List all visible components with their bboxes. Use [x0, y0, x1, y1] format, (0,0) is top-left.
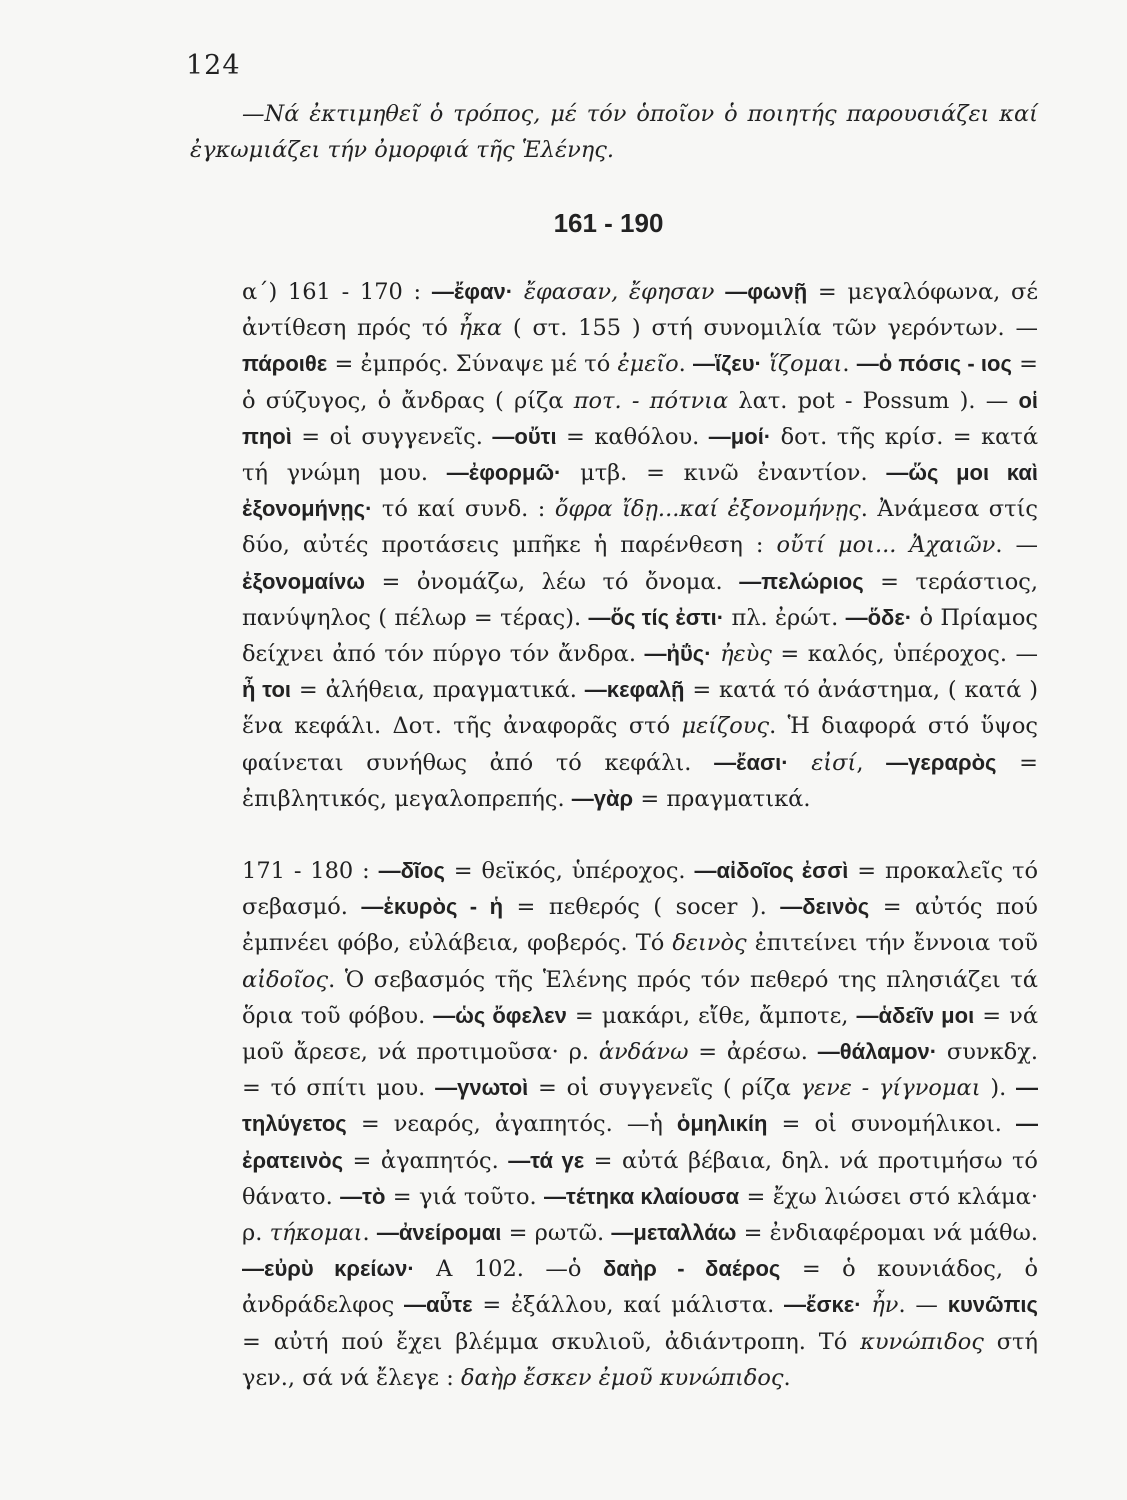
text-run: = ρωτῶ. [501, 1220, 612, 1247]
text-run: = ἐμπρός. Σύναψε μέ τό [327, 351, 618, 378]
lemma: —ἀνείρομαι [376, 1220, 502, 1246]
lemma: —γνωτοὶ [435, 1075, 529, 1101]
lemma: —ὅς τίς ἐστι· [588, 604, 725, 630]
lemma: —ἐρατεινὸς [242, 1111, 1039, 1173]
text-run: = κατά τό ἀνάστημα, ( κατά ) ἕνα κεφάλι. Δοτ. τῆς ἀναφορᾶς στό [242, 677, 1039, 740]
lemma: —γεραρὸς [886, 749, 997, 775]
italic-text: μείζους [681, 713, 770, 740]
text-run: = μακάρι, εἴθε, ἄμποτε, [566, 1002, 857, 1029]
text-run: Α 102. —ὁ [414, 1256, 603, 1283]
text-run: = καθόλου. [556, 423, 709, 450]
text-run [714, 279, 725, 305]
italic-text: οὔτί μοι... Ἀχαιῶν [776, 532, 996, 559]
text-run: = ἐνδιαφέρομαι νά μάθω. [736, 1220, 1038, 1247]
text-run: = πεθερός ( socer ). [503, 894, 781, 921]
text-run: λατ. pot - Possum ). — [728, 387, 1019, 414]
text-run: = τεράστιος, πανύψηλος ( πέλωρ = τέρας). [242, 568, 1038, 631]
page-number: 124 [186, 50, 241, 81]
text-run: ( στ. 155 ) στή συνομιλία τῶν γερόντων. — [502, 315, 1038, 342]
lemma: ἐξονομαίνω [242, 568, 365, 594]
lemma: —ὡς ὄφελεν [433, 1002, 567, 1028]
lemma: —ὁ πόσις - ιος [856, 351, 1012, 377]
text-run: . — [898, 1292, 948, 1319]
section-heading: 161 - 190 [553, 208, 664, 238]
text-run: . [678, 351, 694, 378]
text-run: = ἐπιβλητικός, μεγαλοπρεπής. [242, 749, 1038, 812]
italic-text: γενε - γίγνομαι [800, 1075, 981, 1102]
text-run: = ὁ σύζυγος, ὁ ἄνδρας ( ρίζα [242, 351, 1039, 414]
italic-text: τήκομαι [269, 1220, 363, 1247]
text-run [789, 750, 812, 776]
intro-text: —Νά ἐκτιμηθεῖ ὁ τρόπος, μέ τόν ὁποῖον ὁ ποιητής παρουσιάζει καί ἐγκωμιάζει τήν ὀμορφιά τῆς Ἑλένης. [190, 101, 1038, 163]
text-run: μτβ. = κινῶ ἐναντίον. [561, 460, 887, 487]
lemma: —ἔασι· [714, 749, 789, 775]
text-run: = θεϊκός, ὑπέροχος. [444, 858, 695, 885]
lemma: —ἐφορμῶ· [446, 460, 562, 486]
text-run: πλ. ἐρώτ. [724, 604, 846, 631]
italic-text: ἦν [871, 1292, 899, 1319]
lemma: —αὖτε [403, 1292, 473, 1318]
italic-text: ἵζομαι [769, 351, 843, 378]
text-run: = μεγαλόφωνα, σέ ἀντίθεση πρός τό [242, 279, 1039, 342]
text-run: = ὁ κουνιάδος, ὁ ἀνδράδελφος [242, 1256, 1038, 1319]
lemma: —ἑκυρὸς - ἡ [361, 894, 504, 920]
text-run: = προκαλεῖς τό σεβασμό. [242, 858, 1038, 921]
text-run: δοτ. τῆς κρίσ. = κατά τή γνώμη μου. [242, 423, 1039, 487]
lemma: οἱ πηοὶ [242, 387, 1038, 449]
commentary-body [190, 274, 1038, 1396]
intro-question [190, 96, 1038, 168]
lemma: —οὔτι [492, 423, 557, 449]
text-run [712, 641, 721, 667]
text-run: = καλός, ὑπέροχος. — [771, 641, 1039, 668]
lemma: —φωνῇ [725, 279, 808, 304]
italic-text: ἦκα [458, 315, 503, 342]
text-run: = οἱ συνομήλικοι. [767, 1111, 1017, 1138]
lemma: —ἔφαν· [431, 279, 514, 304]
text-run: . Ἡ διαφορά στό ὕψος φαίνεται συνήθως ἀπό τό κεφάλι. [242, 713, 1038, 776]
lemma: ὁμηλικίη [676, 1111, 768, 1137]
text-run [862, 1292, 872, 1318]
lemma: —τὸ [340, 1183, 386, 1209]
lemma: —αἰδοῖος ἐσσὶ [694, 858, 849, 884]
lemma: πάροιθε [242, 351, 328, 377]
text-run: ὁ Πρίαμος δείχνει ἀπό τόν πύργο τόν ἄνδρα. [242, 604, 1038, 668]
text-run: . Ἀνάμεσα στίς δύο, αὐτές προτάσεις μπῆκε ἡ παρένθεση : [242, 496, 1039, 559]
text-run: συνκδχ. = τό σπίτι μου. [242, 1039, 1039, 1102]
text-run [513, 279, 524, 305]
lemma: —τηλύγετος [242, 1075, 1038, 1137]
text-run: , [856, 749, 887, 776]
italic-text: εἰσί [811, 749, 857, 776]
text-run: = οἱ συγγενεῖς ( ρίζα [528, 1075, 801, 1102]
text-run: 171 - 180 : [242, 858, 379, 885]
text-run: = ἀγαπητός. [343, 1147, 509, 1174]
lemma: —πελώριος [739, 568, 864, 594]
italic-text: δεινὸς [672, 930, 747, 957]
italic-text: ὄφρα ἴδῃ...καί ἐξονομήνῃς [554, 496, 861, 523]
text-run: = αὐτή πού ἔχει βλέμμα σκυλιοῦ, ἀδιάντροπη. Τό [242, 1328, 861, 1355]
lemma: —ὥς μοι καὶ ἐξονομήνῃς· [242, 460, 1038, 522]
text-run: = γιά τοῦτο. [385, 1183, 545, 1210]
italic-text: ἁνδάνω [598, 1039, 689, 1066]
italic-text: ποτ. - πότνια [573, 387, 729, 414]
lemma: —μεταλλάω [611, 1220, 737, 1246]
text-run: ἐπιτείνει τήν ἔννοια τοῦ [746, 930, 1038, 957]
lemma: ἦ τοι [242, 677, 292, 703]
text-run: τό καί συνδ. : [372, 496, 555, 523]
italic-text: ἠεὺς [720, 641, 772, 668]
lemma: κυνῶπις [947, 1292, 1038, 1318]
lemma: —τέτηκα κλαίουσα [544, 1183, 740, 1209]
text-run: = ὀνομάζω, λέω τό ὄνομα. [365, 568, 740, 595]
lemma: —μοί· [708, 423, 772, 449]
text-run: = αὐτά βέβαια, δηλ. νά προτιμήσω τό θάνατο. [242, 1147, 1038, 1210]
text-run: . Ὁ σεβασμός τῆς Ἑλένης πρός τόν πεθερό της πλησιάζει τά ὅρια τοῦ φόβου. [242, 966, 1038, 1029]
text-run: . — [995, 532, 1039, 559]
paragraph-161-170 [190, 274, 1038, 817]
italic-text: ἐμεῖο [617, 351, 679, 378]
text-run: = ἀρέσω. [688, 1039, 818, 1066]
text-run: ). [980, 1075, 1016, 1102]
text-run: στή γεν., σά νά ἔλεγε : [242, 1328, 1038, 1391]
text-run: . [362, 1220, 377, 1247]
text-run: . [783, 1364, 791, 1391]
lemma: —δῖος [378, 858, 445, 884]
lemma: δαὴρ - δαέρος [602, 1256, 781, 1282]
lemma: —δεινὸς [780, 894, 870, 920]
italic-text: δαὴρ ἔσκεν ἐμοῦ κυνώπιδος [460, 1364, 784, 1391]
italic-text: κυνώπιδος [860, 1328, 984, 1355]
text-run: = ἔχω λιώσει στό κλάμα· ρ. [242, 1183, 1038, 1247]
text-run: = ἀλήθεια, πραγματικά. [291, 677, 585, 704]
text-run: = αὐτός πού ἐμπνέει φόβο, εὐλάβεια, φοβερός. Τό [242, 894, 1038, 957]
italic-text: ἔφασαν, ἔφησαν [523, 279, 715, 305]
lemma: —ἔσκε· [784, 1292, 862, 1318]
lemma: —ὅδε· [845, 604, 913, 630]
text-run: = οἱ συγγενεῖς. [291, 423, 493, 450]
lemma: —τά γε [508, 1147, 585, 1173]
text-run: α΄) 161 - 170 : [242, 279, 432, 305]
lemma: —ἠΰς· [644, 641, 712, 667]
italic-text: αἰδοῖος [242, 966, 329, 993]
lemma: —εὐρὺ κρείων· [242, 1256, 415, 1282]
text-run: = πραγματικά. [633, 785, 811, 812]
lemma: —ἁδεῖν μοι [856, 1002, 975, 1028]
paragraph-171-180 [190, 853, 1038, 1396]
text-run: = νεαρός, ἀγαπητός. —ἡ [346, 1111, 677, 1138]
lemma: —θάλαμον· [817, 1039, 938, 1065]
text-run: . [842, 351, 857, 378]
lemma: —κεφαλῇ [584, 677, 685, 703]
lemma: —γὰρ [571, 785, 634, 811]
text-run: = ἐξάλλου, καί μάλιστα. [472, 1292, 784, 1319]
lemma: —ἵζευ· [693, 351, 762, 377]
text-run: = νά μοῦ ἄρεσε, νά προτιμοῦσα· ρ. [242, 1002, 1039, 1066]
